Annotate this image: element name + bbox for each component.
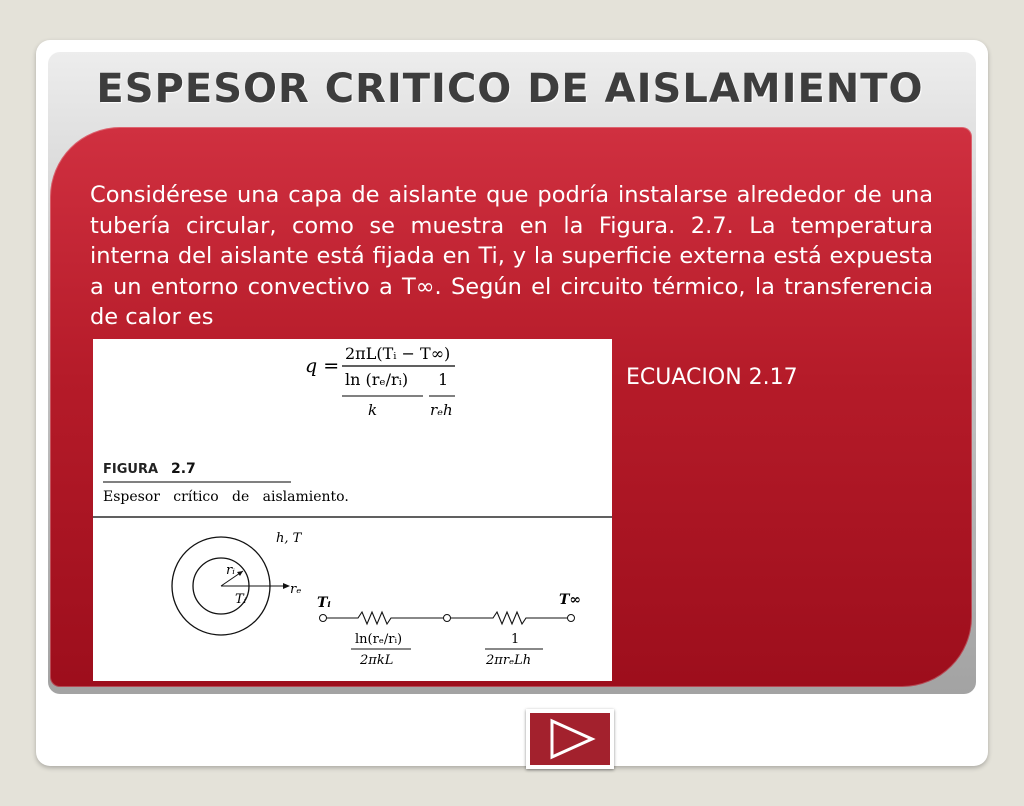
r1-numerator: ln(rₑ/rᵢ) (355, 632, 403, 647)
equation-den1-num: ln (rₑ/rᵢ) (345, 370, 409, 389)
next-slide-button[interactable] (526, 709, 614, 769)
ri-arrowhead (237, 571, 243, 576)
circuit-node-start (320, 615, 327, 622)
ri-label: rᵢ (226, 563, 235, 578)
equation-den1-den: k (368, 401, 378, 419)
r2-numerator: 1 (511, 632, 520, 647)
outer-label: h, T (276, 531, 302, 546)
circuit-end-label: T∞ (559, 592, 582, 608)
resistor-1 (326, 612, 444, 624)
caption-label: FIGURA (103, 462, 159, 477)
equation-label: ECUACION 2.17 (626, 365, 798, 390)
slide-title: ESPESOR CRITICO DE AISLAMIENTO (96, 66, 924, 112)
r1-denominator: 2πkL (360, 653, 394, 668)
equation-numerator: 2πL(Tᵢ − T∞) (345, 344, 451, 363)
circuit-node-end (568, 615, 575, 622)
equation-den2-num: 1 (438, 370, 449, 389)
next-button-face[interactable] (530, 713, 610, 765)
play-triangle-icon (530, 713, 610, 765)
ti-inner-label: Tᵢ (235, 592, 247, 607)
caption-number: 2.7 (171, 461, 196, 477)
circuit-node-middle (444, 615, 451, 622)
re-label: rₑ (290, 582, 302, 597)
circuit-start-label: Tᵢ (317, 595, 331, 611)
caption-text: Espesor crítico de aislamiento. (103, 489, 349, 505)
re-arrowhead (283, 583, 290, 589)
body-paragraph: Considérese una capa de aislante que podría instalarse alrededor de una tubería circular, como se muestra en la Figura. 2.7. La temperatura interna del aislante está fijada en Ti, y la superficie externa está expuesta a un entorno convectivo a T∞. Según el circuito térmico, la transferencia de calor es (90, 182, 933, 330)
equation-den2-den: rₑh (430, 401, 453, 419)
equation-lhs: q = (305, 355, 340, 377)
r2-denominator: 2πrₑLh (486, 653, 532, 668)
figure-image (93, 339, 612, 681)
resistor-2 (450, 612, 568, 624)
